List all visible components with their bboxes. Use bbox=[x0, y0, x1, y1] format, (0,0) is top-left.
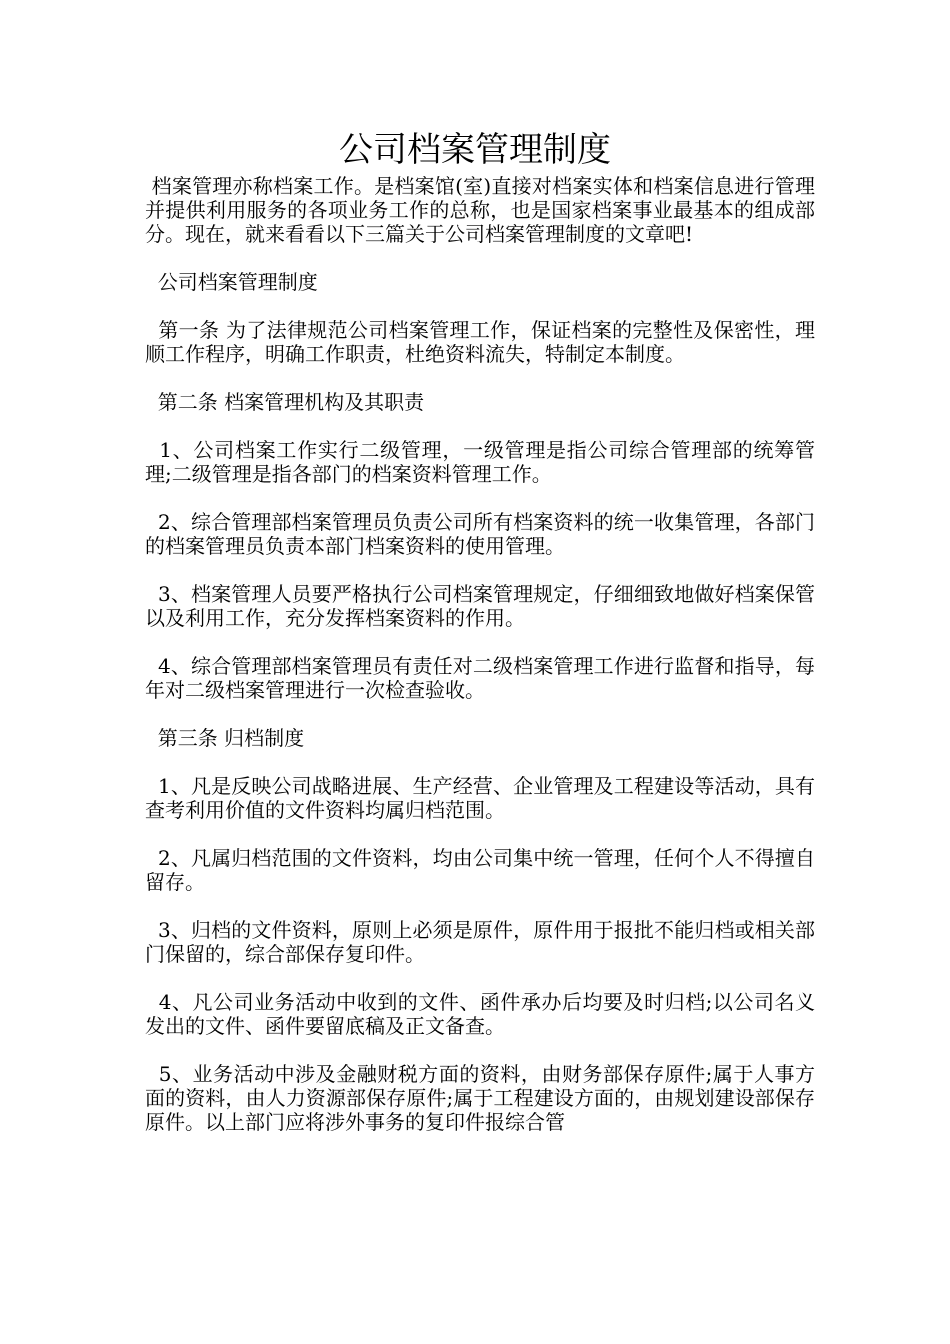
article-2-item-3: 3、档案管理人员要严格执行公司档案管理规定，仔细细致地做好档案保管以及利用工作，充分发挥档案资料的作用。 bbox=[145, 582, 815, 630]
article-2-item-1: 1、公司档案工作实行二级管理，一级管理是指公司综合管理部的统筹管理;二级管理是指各部门的档案资料管理工作。 bbox=[145, 438, 815, 486]
article-3-item-2: 2、凡属归档范围的文件资料，均由公司集中统一管理，任何个人不得擅自留存。 bbox=[145, 846, 815, 894]
article-3-item-3: 3、归档的文件资料，原则上必须是原件，原件用于报批不能归档或相关部门保留的，综合部保存复印件。 bbox=[145, 918, 815, 966]
article-1-paragraph: 第一条 为了法律规范公司档案管理工作，保证档案的完整性及保密性，理顺工作程序，明确工作职责，杜绝资料流失，特制定本制度。 bbox=[145, 318, 815, 366]
intro-paragraph: 档案管理亦称档案工作。是档案馆(室)直接对档案实体和档案信息进行管理并提供利用服务的各项业务工作的总称，也是国家档案事业最基本的组成部分。现在，就来看看以下三篇关于公司档案管理制度的文章吧! bbox=[145, 174, 815, 246]
article-2-item-4: 4、综合管理部档案管理员有责任对二级档案管理工作进行监督和指导，每年对二级档案管理进行一次检查验收。 bbox=[145, 654, 815, 702]
article-3-heading: 第三条 归档制度 bbox=[145, 726, 305, 750]
article-2-heading: 第二条 档案管理机构及其职责 bbox=[145, 390, 425, 414]
article-3-item-4: 4、凡公司业务活动中收到的文件、函件承办后均要及时归档;以公司名义发出的文件、函件要留底稿及正文备查。 bbox=[145, 990, 815, 1038]
article-3-item-1: 1、凡是反映公司战略进展、生产经营、企业管理及工程建设等活动，具有查考利用价值的文件资料均属归档范围。 bbox=[145, 774, 815, 822]
article-3-item-5: 5、业务活动中涉及金融财税方面的资料，由财务部保存原件;属于人事方面的资料，由人力资源部保存原件;属于工程建设方面的，由规划建设部保存原件。以上部门应将涉外事务的复印件报综合管 bbox=[145, 1062, 815, 1134]
page-title: 公司档案管理制度 bbox=[339, 130, 611, 170]
article-2-item-2: 2、综合管理部档案管理员负责公司所有档案资料的统一收集管理，各部门的档案管理员负责本部门档案资料的使用管理。 bbox=[145, 510, 815, 558]
document-body bbox=[145, 174, 815, 1134]
section-heading: 公司档案管理制度 bbox=[145, 270, 318, 294]
